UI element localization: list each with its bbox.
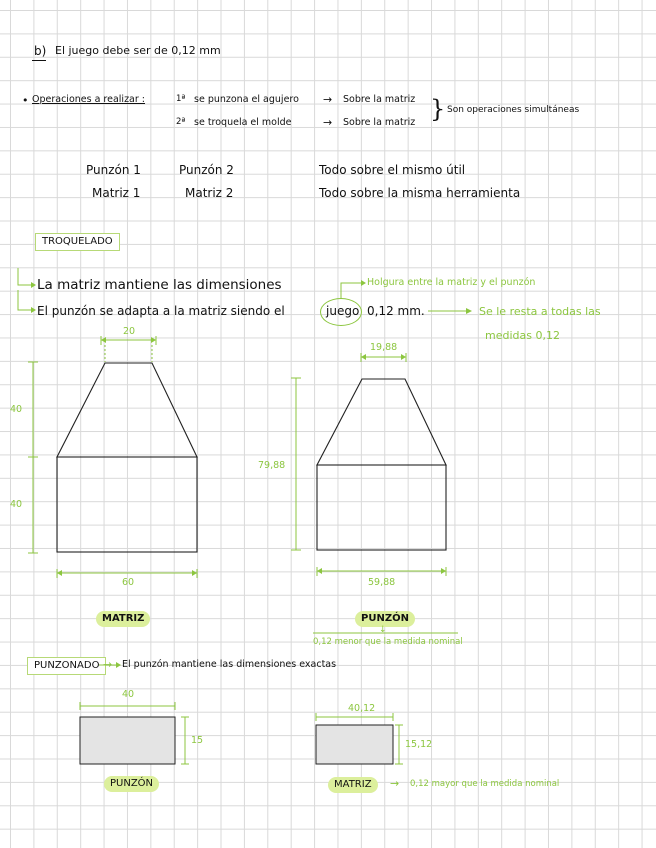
op1-arrow: →	[323, 93, 333, 106]
tool-punzon-1: Punzón 1	[86, 163, 141, 177]
punzon-total-height: 79,88	[258, 460, 286, 471]
operations-label: Operaciones a realizar :	[32, 94, 146, 105]
resta-note-1: Se le resta a todas las	[479, 305, 601, 318]
troquelado-line-2-post: 0,12 mm.	[367, 304, 425, 318]
punzon-top-width: 19,88	[370, 342, 398, 353]
matriz-top-ah-l	[101, 337, 106, 343]
holgura-note: Holgura entre la matriz y el punzón	[367, 277, 536, 288]
op1-action: se punzona el agujero	[194, 94, 299, 105]
matriz-top-width: 20	[123, 326, 136, 337]
line2-arrow	[18, 290, 32, 310]
holgura-arrow	[341, 283, 363, 298]
line1-arrowhead	[31, 282, 36, 288]
punzon-note: 0,12 menor que la medida nominal	[313, 637, 463, 647]
matriz-bottom-width: 60	[122, 577, 135, 588]
punzonado-arrowhead	[116, 662, 121, 668]
troquelado-line-2-pre: El punzón se adapta a la matriz siendo el	[37, 304, 285, 318]
punzonado-text: El punzón mantiene las dimensiones exactas	[122, 659, 337, 670]
matriz-rect-wdim	[316, 713, 393, 721]
matriz-rect-label: MATRIZ	[328, 777, 378, 793]
bullet: •	[22, 94, 29, 107]
punzon-top-dim	[361, 353, 406, 362]
op1-result: Sobre la matriz	[343, 94, 416, 105]
op2-arrow: →	[323, 116, 333, 129]
matriz-bottom-ah-l	[57, 570, 62, 576]
matriz-top-dim	[101, 336, 156, 345]
resta-note-2: medidas 0,12	[485, 329, 560, 342]
troquelado-title: TROQUELADO	[35, 233, 120, 251]
tool-punzon-2: Punzón 2	[179, 163, 234, 177]
punzon-bottom-ah-r	[441, 568, 446, 574]
operations-brace: }	[430, 95, 446, 123]
matriz-trapezoid	[57, 363, 197, 457]
matriz-rect-shape	[316, 725, 393, 764]
troquelado-line-2-circled: juego	[326, 304, 360, 318]
punzon-bottom-ah-l	[317, 568, 322, 574]
tool-note-2: Todo sobre la misma herramienta	[319, 186, 521, 200]
line1-arrow	[18, 268, 32, 285]
punzon-rect-height: 15	[191, 735, 204, 746]
matriz-upper-height: 40	[10, 404, 23, 415]
punzonado-title: PUNZONADO	[27, 657, 106, 675]
tool-note-1: Todo sobre el mismo útil	[319, 163, 466, 177]
punzonado-arrow: →	[103, 658, 113, 671]
matriz-top-ah-r	[151, 337, 156, 343]
punzon-bottom-width: 59,88	[368, 577, 396, 588]
punzon-height-dim	[291, 378, 301, 550]
punzon-bottom-dim	[317, 567, 446, 576]
matriz-bottom-dim	[57, 569, 197, 578]
punzon-down-arrow: ↓	[379, 625, 387, 635]
punzon-rect-label: PUNZÓN	[104, 776, 159, 792]
punzon-rect-hdim	[181, 717, 189, 764]
holgura-arrowhead	[361, 280, 366, 286]
matriz-top-ext	[105, 345, 152, 362]
matriz-rect-height: 15,12	[405, 739, 433, 750]
punzon-rect-shape	[80, 717, 175, 764]
punzon-rectangle	[317, 465, 446, 550]
op1-ordinal: 1ª	[176, 94, 186, 104]
punzon-rect-wdim	[80, 702, 175, 710]
op2-action: se troquela el molde	[194, 117, 292, 128]
matriz-height-dim	[28, 362, 38, 553]
tool-matriz-1: Matriz 1	[92, 186, 141, 200]
matriz-label: MATRIZ	[96, 611, 150, 627]
op2-ordinal: 2ª	[176, 117, 186, 127]
operations-note: Son operaciones simultáneas	[447, 105, 580, 115]
line2-arrowhead	[31, 307, 36, 313]
op2-result: Sobre la matriz	[343, 117, 416, 128]
punzon-top-ah-l	[361, 354, 366, 360]
punzon-trapezoid	[317, 379, 446, 465]
tool-matriz-2: Matriz 2	[185, 186, 234, 200]
matriz-rect-arrow: →	[390, 777, 400, 790]
matriz-rect-width: 40,12	[348, 703, 376, 714]
matriz-bottom-ah-r	[192, 570, 197, 576]
punzon-top-ah-r	[401, 354, 406, 360]
troquelado-line-1: La matriz mantiene las dimensiones	[37, 277, 282, 293]
section-letter: b)	[34, 44, 47, 58]
header-text: El juego debe ser de 0,12 mm	[55, 44, 221, 57]
matriz-rectangle	[57, 457, 197, 552]
matriz-lower-height: 40	[10, 499, 23, 510]
resta-arrowhead	[466, 308, 472, 314]
punzon-rect-width: 40	[122, 689, 135, 700]
matriz-rect-note: 0,12 mayor que la medida nominal	[410, 779, 560, 789]
punzon-label: PUNZÓN	[355, 611, 415, 627]
matriz-rect-hdim	[395, 725, 403, 764]
